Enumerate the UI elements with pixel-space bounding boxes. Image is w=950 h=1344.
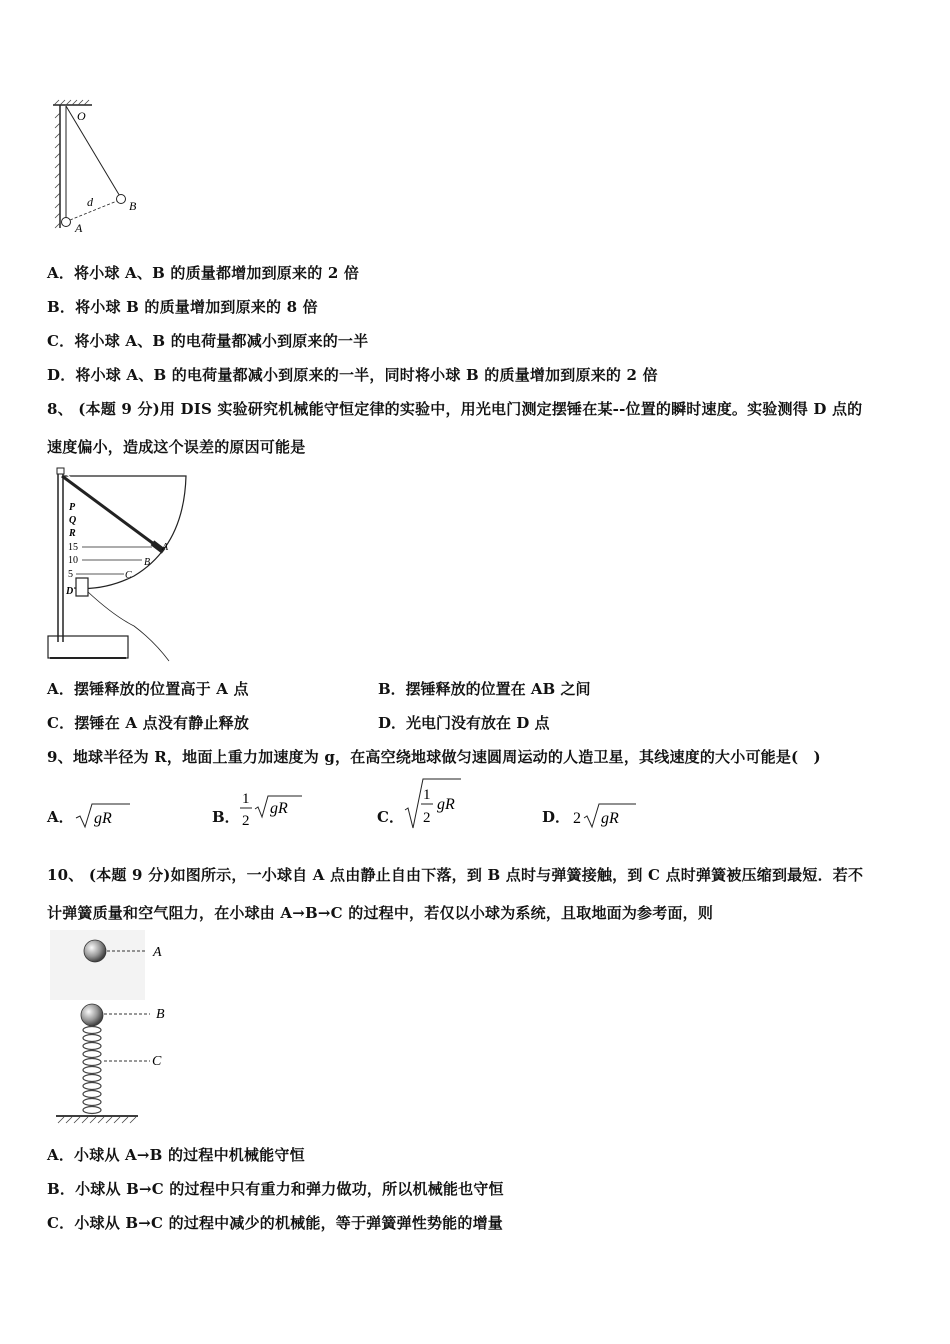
q10-option-a: A．小球从 A→B 的过程中机械能守恒 — [47, 1146, 305, 1164]
q10-option-b: B．小球从 B→C 的过程中只有重力和弹力做功，所以机械能也守恒 — [47, 1180, 504, 1198]
label-B: B — [129, 199, 137, 213]
q10-stem-line1: 10、 (本题 9 分)如图所示，一小球自 A 点由静止自由下落，到 B 点时与弹簧接触，到 C 点时弹簧被压缩到最短．若不 — [47, 866, 864, 884]
q9-option-a-label: A． — [47, 808, 74, 826]
q8-option-d: D．光电门没有放在 D 点 — [378, 714, 550, 732]
label-B: B — [156, 1007, 165, 1022]
q8-option-a: A．摆锤释放的位置高于 A 点 — [47, 680, 249, 698]
q9-c-num: 1 — [423, 787, 431, 803]
label-A: A — [75, 221, 83, 235]
label-C: C — [152, 1054, 162, 1069]
q9-option-d-formula — [570, 800, 640, 830]
figure-ball-spring — [50, 930, 180, 1130]
label-A: A — [162, 542, 169, 553]
q9-option-b-label: B． — [212, 808, 240, 826]
tick-15: 15 — [68, 542, 78, 553]
q10-option-c: C．小球从 B→C 的过程中减少的机械能，等于弹簧弹性势能的增量 — [47, 1214, 503, 1232]
q9-option-d-label: D． — [542, 808, 571, 826]
q8-option-c: C．摆锤在 A 点没有静止释放 — [47, 714, 250, 732]
figure-charged-pendulum — [50, 98, 150, 238]
q9-d-coef: 2 — [573, 810, 581, 827]
q9-b-expr: gR — [270, 800, 288, 817]
label-D: D — [66, 586, 74, 597]
label-P: P — [69, 502, 76, 513]
q8-stem-line1: 8、 (本题 9 分)用 DIS 实验研究机械能守恒定律的实验中，用光电门测定摆锤在某--位置的瞬时速度。实验测得 D 点的 — [47, 400, 863, 418]
q9-stem: 9、地球半径为 R，地面上重力加速度为 g，在高空绕地球做匀速圆周运动的人造卫星，其线速度的大小可能是( ) — [47, 748, 821, 766]
q9-d-expr: gR — [601, 810, 619, 827]
q8-stem-line2: 速度偏小，造成这个误差的原因可能是 — [47, 438, 306, 456]
q9-b-den: 2 — [242, 813, 250, 829]
q9-c-expr: gR — [437, 796, 455, 813]
label-C: C — [125, 570, 132, 581]
figure-dis-pendulum — [44, 466, 194, 666]
q9-b-num: 1 — [242, 791, 250, 807]
label-A: A — [153, 945, 162, 960]
q7-option-c: C．将小球 A、B 的电荷量都减小到原来的一半 — [47, 332, 369, 350]
tick-10: 10 — [68, 555, 78, 566]
q10-stem-line2: 计弹簧质量和空气阻力，在小球由 A→B→C 的过程中，若仅以小球为系统，且取地面为参考面，则 — [47, 904, 714, 922]
label-B: B — [144, 557, 151, 568]
label-R: R — [69, 528, 76, 539]
q7-option-a: A．将小球 A、B 的质量都增加到原来的 2 倍 — [47, 264, 360, 282]
q9-c-den: 2 — [423, 810, 431, 826]
q8-option-b: B．摆锤释放的位置在 AB 之间 — [378, 680, 591, 698]
label-Q: Q — [69, 515, 77, 526]
q9-option-c-label: C． — [377, 808, 404, 826]
tick-5: 5 — [68, 569, 73, 580]
q9-option-a-formula — [74, 800, 134, 830]
q9-option-c-formula — [403, 776, 473, 832]
q7-option-d: D．将小球 A、B 的电荷量都减小到原来的一半，同时将小球 B 的质量增加到原来的 2 倍 — [47, 366, 658, 384]
label-O: O — [77, 109, 86, 123]
q9-option-b-formula — [238, 785, 308, 833]
q9-a-expr: gR — [94, 810, 112, 827]
q7-option-b: B．将小球 B 的质量增加到原来的 8 倍 — [47, 298, 318, 316]
label-d: d — [87, 195, 93, 209]
